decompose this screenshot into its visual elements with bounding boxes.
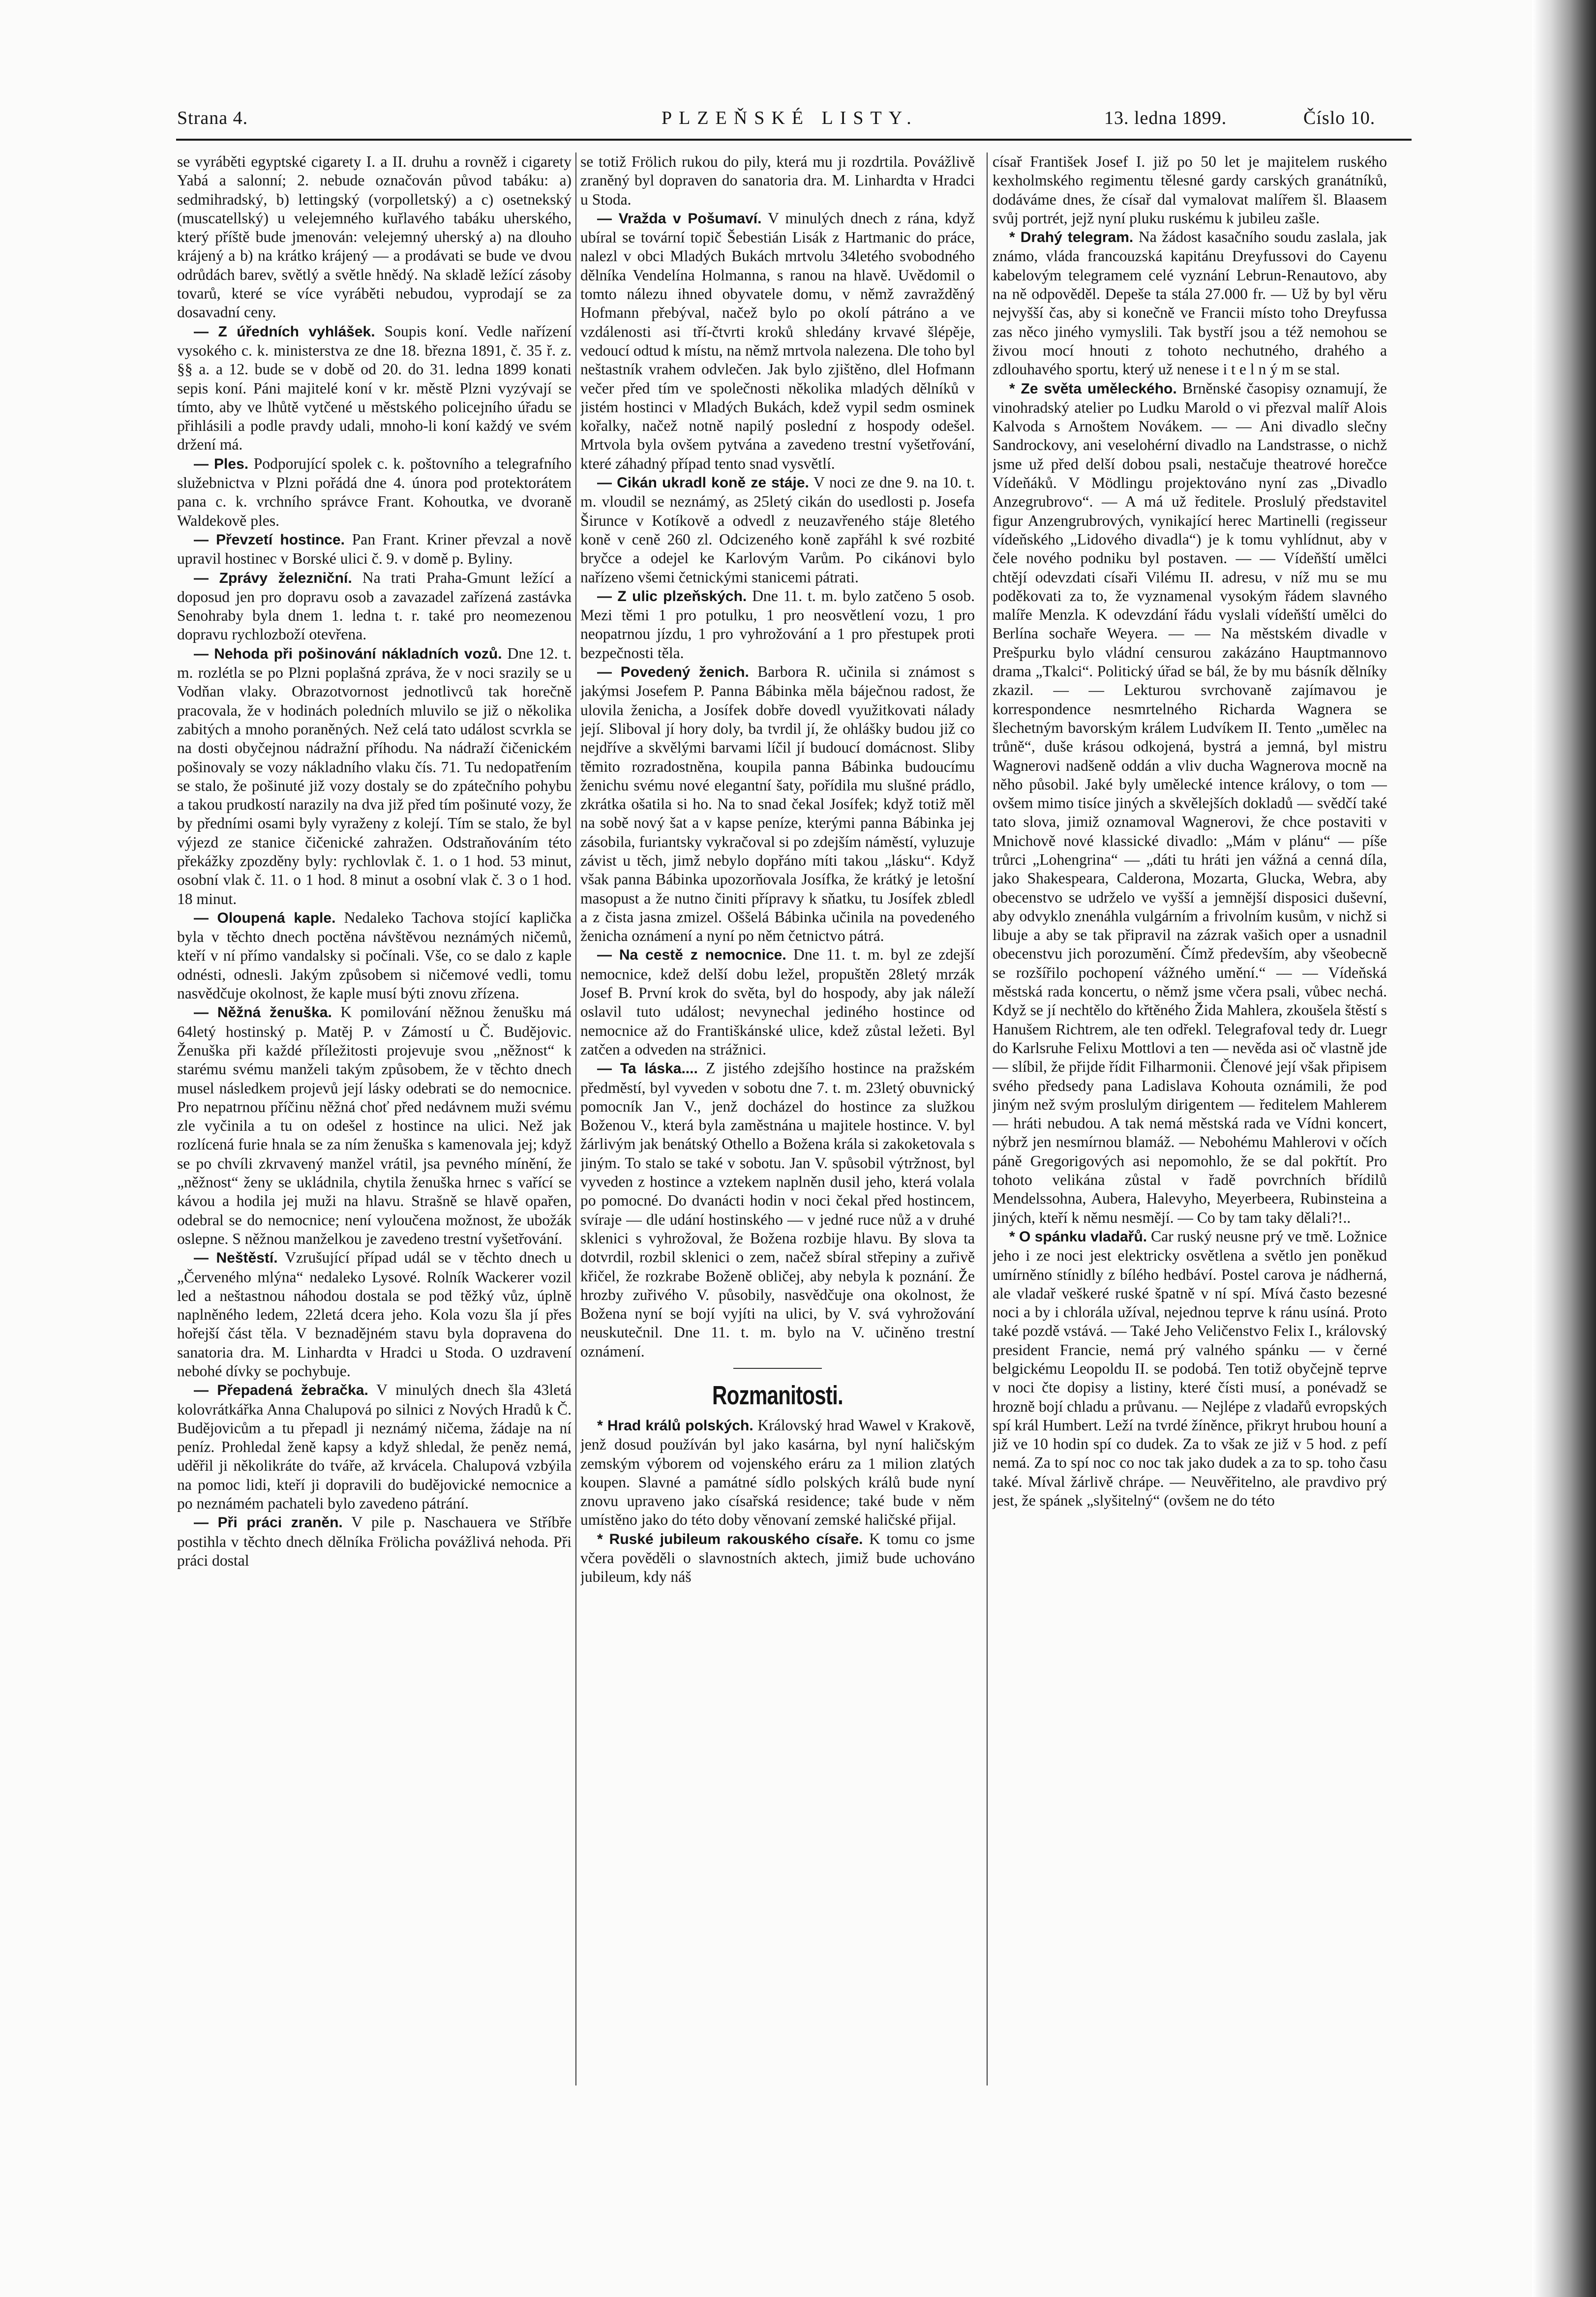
article-paragraph <box>580 1530 975 1587</box>
article-headline: — Něžná ženuška. <box>194 1004 332 1021</box>
article-paragraph <box>177 1003 572 1248</box>
article-headline: — Při práci zraněn. <box>194 1514 343 1531</box>
article-text: K pomilování něžnou ženušku má 64letý hostinský p. Matěj P. v Zámostí u Č. Budějovic. Ženuška při každé příležitosti projevuje svou „něžnost“ k starému svému manželi takým způsobem, že v těchto dnech musel následkem projevů její lásky odebrati se do nemocnice. Pro nepatrnou příčinu něžná choť před nedávnem muži svému zle vyčinila a tu on odešel z hostince na ulici. Než jak rozlícená furie hnala se za ním ženuška s kamenovala jej; když se po chvíli zkrvavený manžel vrátil, jsa pevného mínění, že „něžnost“ ženy se ukládnila, chytila ženuška hrnec s vařící se kávou a hodila jej muži na hlavu. Strašně se hlavě opařen, odebral se do nemocnice; není vyloučena možnost, že ubožák oslepne. S něžnou manželkou je zavedeno trestní vyšetřování. <box>177 1003 572 1247</box>
article-text: Podporující spolek c. k. poštovního a telegrafního služebnictva v Plzni pořádá dne 4. února pod protektorátem pana c. k. vrchního správce Frant. Kohoutka, ve dvoraně Waldekově ples. <box>177 454 572 529</box>
article-text: Na trati Praha-Gmunt ležící a doposud jen pro dopravu osob a zavazadel zařízená zastávka Senohraby byla dnem 1. ledna t. r. také pro neomezenou dopravu rychlozboží otevřena. <box>177 569 572 643</box>
article-text: V minulých dnech z rána, když ubíral se tovární topič Šebestián Lisák z Hartmanic do práce, nalezl v obci Mladých Bukách mrtvolu 34letého svobodného dělníka Vendelína Holmanna, s ranou na hlavě. Uvědomil o tomto nálezu ihned obyvatele domu, v němž zavražděný Hofmann přebýval, načež bylo po okolí pátráno a ve vzdálenosti asi tří-čtvrti kroků shledány krvavé šlépěje, vedoucí odtud k místu, na němž mrtvola nalezena. Dle toho byl neštastník vrahem odvlečen. Jak bylo zjištěno, dlel Hofmann večer před tím ve společnosti několika mladých dělníků v jistém hostinci v Mladých Bukách, kdež vypil sedm osminek kořalky, načež notně napilý poslední z hospody odešel. Mrtvola byla ovšem pytvána a zavedeno trestní vyšetřování, které záhadný případ tento snad vysvětlí. <box>580 209 975 472</box>
issue-number: Číslo 10. <box>1303 108 1376 128</box>
column-1 <box>177 152 572 2125</box>
article-paragraph <box>580 945 975 1059</box>
newspaper-title: PLZEŇSKÉ LISTY. <box>662 108 918 128</box>
scan-border <box>1532 0 1596 2297</box>
article-headline: * Ze světa uměleckého. <box>1009 380 1177 397</box>
article-headline: — Přepadená žebračka. <box>194 1382 368 1399</box>
article-paragraph <box>177 1513 572 1570</box>
article-headline: — Z úředních vyhlášek. <box>194 323 375 340</box>
article-paragraph <box>993 1227 1387 1510</box>
article-paragraph <box>993 228 1387 379</box>
article-headline: — Povedený ženich. <box>597 664 749 681</box>
page-number: Strana 4. <box>177 108 248 128</box>
article-headline: * Ruské jubileum rakouského císaře. <box>597 1531 863 1547</box>
column-divider <box>575 152 576 2085</box>
article-headline: — Ta láska.... <box>597 1060 698 1077</box>
article-paragraph <box>177 569 572 644</box>
article-headline: — Z ulic plzeňských. <box>597 588 747 604</box>
article-paragraph <box>177 1248 572 1381</box>
header-rule <box>176 139 1412 141</box>
article-text: se vyráběti egyptské cigarety I. a II. druhu a rovněž i cigarety Yabá a salonní; 2. nebude označován původ tabáku: a) sedmihradský, b) lettingský (vorpolletský) a c) osetnekský (muscatellský) u velejemného kuřlavého tabáku uherského, který příště bude jmenován: velejemný uherský a) na dlouho krájený a b) na krátko krájený — a prodávati se bude ve dvou odrůdách barev, světlý a světle hnědý. Na skladě ležící zásoby tovarů, které se více vyráběti nebudou, vyprodají se za dosavadní ceny. <box>177 153 572 321</box>
article-text: Královský hrad Wawel v Krakově, jenž dosud používán byl jako kasárna, byl nyní haličským zemským výborem od vojenského eráru za 1 milion zlatých koupen. Slavné a památné sídlo polských králů bude nyní znovu upraveno jako císařská residence; také bude v něm umístěno jako do této doby věnovaní zemské haličské přijal. <box>580 1417 975 1529</box>
column-2 <box>580 152 975 2125</box>
article-text: Na žádost kasačního soudu zaslala, jak známo, vláda francouzská kapitánu Dreyfussovi do Cayenu kabelovým telegramem celé vyznání Lebrun-Renautovo, aby na ně odpověděl. Depeše ta stála 27.000 fr. — Už by byl věru nejvyšší čas, aby si konečně ve Francii místo toho Dreyfussa zas něco jiného vymyslili. Tak bystří jsou a též nemohou se živou mocí hnouti z tohoto nechutného, drahého a zdlouhavého sportu, který už nenese i t e l n ý m se stal. <box>993 228 1387 378</box>
article-text: Nedaleko Tachova stojící kaplička byla v těchto dnech poctěna návštěvou neznámých ničemů, kteří v ní přímo vandalsky si počínali. Vše, co se dalo z kaple odnésti, odnesli. Jakým způsobem si ničemové vedli, tomu nasvědčuje okolnost, že kaple musí býti znovu zřízena. <box>177 908 572 1002</box>
article-headline: — Vražda v Pošumaví. <box>597 210 762 227</box>
article-headline: — Ples. <box>194 455 249 472</box>
article-headline: * Hrad králů polských. <box>597 1418 753 1434</box>
article-text: K tomu co jsme včera pověděli o slavnostních aktech, jimiž bude uchováno jubileum, kdy náš <box>580 1530 975 1586</box>
article-headline: — Převzetí hostince. <box>194 531 345 548</box>
article-text: V noci ze dne 9. na 10. t. m. vloudil se neznámý, as 25letý cikán do usedlosti p. Josefa Širuncе v Kotíkově a odvedl z neuzavřeného stáje 8letého koně v ceně 260 zl. Odcizeného koně zapřáhl k své rozbité bryčce a odejel ke Karlovým Varům. Po cikánovi bylo nařízeno všemi četnickými stanicemi pátrati. <box>580 474 975 586</box>
article-text: Barbora R. učinila si známost s jakýmsi Josefem P. Panna Bábinka měla báječnou radost, že ulovila ženicha, a Josífek dobře dovedl využitkovati nálady její. Sliboval jí hory doly, ba tvrdil jí, že ohlášky budou již co nejdříve a skvělými barvami líčil jí budoucí domácnost. Sliby těmito rozradostněna, koupila panna Bábinka budoucímu ženichu svému nové elegantní šaty, pořídila mu slušné prádlo, zkrátka ošatila si ho. Na to snad čekal Josífek; když totiž měl na sobě nový šat a v kapse peníze, kterými panna Bábinka jej zásobila, furiantsky vykračoval si po zdejším náměstí, vyluzuje závist u těch, jimž nebylo dopřáno míti takou „lásku“. Když však panna Bábinka upozorňovala Josífka, že krátký je letošní masopust a že nutno činiti přípravy k sňatku, tu Josífek zbledl a z čista jasna zmizel. Oššelá Bábinka učinila na povedeného ženicha oznámení a nyní po něm četnictvo pátrá. <box>580 663 975 945</box>
column-divider <box>987 152 988 2085</box>
article-headline: — Na cestě z nemocnice. <box>597 947 786 964</box>
article-text: Dne 11. t. m. byl ze zdejší nemocnice, kdež delší dobu ležel, propuštěn 28letý mrzák Josef B. První krok do světa, byl do hospody, aby jak náleží oslavil tuto událost; nevynechal jediného hostince od nemocnice až do Františkánské ulice, kdež zůstal ležeti. Byl zatčen a odveden na strážnici. <box>580 946 975 1058</box>
article-headline: — Neštěstí. <box>194 1250 278 1267</box>
article-paragraph <box>580 473 975 587</box>
article-paragraph <box>580 152 975 209</box>
article-text: Z jistého zdejšího hostince na pražském předměstí, byl vyveden v sobotu dne 7. t. m. 23letý obuvnický pomocník Jan V., jenž docházel do hostince za služkou Boženou V., která byla zaměstnána u majitele hostince. V. byl žárlivým jak benátský Othello a Božena krála si zakoketovala s jiným. To stalo se také v sobotu. Jan V. spůsobil výtržnost, byl vyveden z hostince a vztekem naplněn dusil jeho, která volala po pomocné. Do dvanácti hodin v noci čekal před hostincem, svíraje — dle udání hostinského — v jedné ruce nůž a v druhé sklenici s vyhrožoval, že Božena rozbije hlavu. By slova ta dotvrdil, rozbil sklenici o zem, načež sbíral střepiny a zuřivě křičel, že rozkrabe Boženě obličej, aby nebyla k poznání. Že hrozby zuřivého V. působily, nasvědčuje ona okolnost, že Božena nyní se bojí vyjíti na ulici, by V. svá vyhrožování neuskutečnil. Dne 11. t. m. bylo na V. učiněno trestní oznámení. <box>580 1059 975 1360</box>
article-text: Soupis koní. Vedle nařízení vysokého c. k. ministerstva ze dne 18. března 1891, č. 35 ř. z. §§ a. a 12. bude se v době od 20. do 31. ledna 1899 konati sepis koní. Páni majitelé koní v kr. městě Plzni vyzývají se tímto, aby ve lhůtě vytčené u městského policejního úřadu se přihlásili a podle pravdy udali, mnoho-li koní každý ve svém držení má. <box>177 322 572 453</box>
article-paragraph <box>177 530 572 569</box>
article-paragraph <box>580 663 975 945</box>
article-headline: * O spánku vladařů. <box>1009 1228 1147 1245</box>
article-paragraph <box>580 1059 975 1361</box>
article-headline: — Oloupená kaple. <box>194 909 336 926</box>
article-paragraph <box>177 152 572 322</box>
article-paragraph <box>580 1416 975 1530</box>
article-paragraph <box>177 908 572 1003</box>
article-headline: — Zprávy železniční. <box>194 570 352 586</box>
issue-date: 13. ledna 1899. <box>1104 108 1227 128</box>
article-paragraph <box>580 209 975 473</box>
article-text: Dne 11. t. m. bylo zatčeno 5 osob. Mezi těmi 1 pro potulku, 1 pro neosvětlení vozu, 1 pro neopatrnou jízdu, 1 pro vyhrožování a 1 pro přestupek proti bezpečnosti těla. <box>580 587 975 662</box>
article-text: Car ruský neusne prý ve tmě. Ložnice jeho i ze noci jest elektricky osvětlena a světlo jen poněkud umírněno stínidly z bílého hedbáví. Postel carova je nádherná, ale vladař veškeré ruské špatně v ní spí. Mívá často bezesné noci a by i chlorála užíval, nejednou teprve k ránu usíná. Proto také pozdě vstává. — Také Jeho Veličenstvo Felix I., královský president Francie, nemá prý valného spánku — v černé belgickému Leopoldu II. se podobá. Ten totiž obyčejně teprve v noci čte dopisy a listiny, které čísti musí, a ponévadž se hrozně bojí chladu a průvanu. — Nejlépe z vladařů evropských spí král Humbert. Leží na tvrdé žíněnce, přikryt hrubou houní a již ve 10 hodin spí co dudek. Za to však ze již v 5 hod. z pefí nemá. Za to spí noc co noc tak jako dudek a za to sp. toho času také. Míval žárlivě chrápe. — Neuvěřitelno, ale pravdivo prý jest, že spánek „slyšitelný“ (ovšem ne do této <box>993 1227 1387 1510</box>
article-text: Dne 12. t. m. rozlétla se po Plzni poplašná zpráva, že v noci srazily se u Vodňan vlaky. Obrazotvornost jednotlivců tak horečně pracovala, že v hodinách poledních mluvilo se již o několika zabitých a mnoho poraněných. Než celá tato událost scvrkla se na dosti obyčejnou nádražní příhodu. Na nádraží čičenickém pošinovaly se vozy nákladního vlaku čís. 71. Tu nedopatřením se stalo, že pošinuté již vozy dostaly se do zpátečního pohybu a takou prudkostí narazily na dva již před tím pošinuté vozy, že by předními osami byly vyraženy z kolejí. Tím se stalo, že byl výjezd ze stanice čičenické zahražen. Odstraňováním této překážky zpozděny byly: rychlovlak č. 1. o 1 hod. 53 minut, osobní vlak č. 11. o 1 hod. 8 minut a osobní vlak č. 3 o 1 hod. 18 minut. <box>177 644 572 907</box>
article-text: se totiž Frölich rukou do pily, která mu ji rozdrtila. Povážlivě zraněný byl dopraven do sanatoria dra. M. Linhardta v Hradci u Stoda. <box>580 153 975 208</box>
article-paragraph <box>177 1381 572 1513</box>
article-headline: — Nehoda při pošinování nákladních vozů. <box>194 645 502 662</box>
page-header <box>177 107 1412 134</box>
article-headline: — Cikán ukradl koně ze stáje. <box>597 475 809 491</box>
article-paragraph <box>177 322 572 454</box>
article-text: Pan Frant. Kriner převzal a nově upravil hostinec v Borské ulici č. 9. v domě p. Byliny. <box>177 530 572 568</box>
article-headline: * Drahý telegram. <box>1009 229 1134 246</box>
article-text: císař František Josef I. již po 50 let je majitelem ruského kexholmského regimentu tělesné gardy carských granátníků, dodáváme dnes, že císař dal vymalovat malířem šl. Blaasem svůj portrét, jejž nyní pluku ruskému k jubileu zašle. <box>993 153 1387 227</box>
section-rule <box>733 1368 822 1369</box>
article-paragraph <box>993 379 1387 1227</box>
article-paragraph <box>993 152 1387 228</box>
article-paragraph <box>580 587 975 663</box>
article-text: V pile p. Naschauera ve Stříbře postihla v těchto dnech dělníka Frölicha povážlivá nehoda. Při práci dostal <box>177 1513 572 1569</box>
article-paragraph <box>177 454 572 530</box>
article-text: Brněnské časopisy oznamují, že vinohradský atelier po Ludku Marold o vi přezval malíř Alois Kalvoda s Arnoštem Novákem. — — Ani divadlo slečny Sandrockovy, ani veselohérní divadlo na Landstrasse, o nichž jsme už před delší dobou psali, nestačuje theatrové horečce Vídeňáků. V Mödlingu projektováno nyní zas „Divadlo Anzegrubrovo“. — A má už ředitele. Proslulý představitel figur Anzengrubrových, vynikající herec Martinelli (regisseur vídeňského „Lidového divadla“) je k tomu vyhlídnut, aby v čele nového podniku byl postaven. — — Vídeňští umělci chtějí odevzdati císaři Vilému II. adresu, v níž mu se mu poděkovati za to, že vyznamenal vysokým řádem slavného malíře Menzla. K odevzdání řádu vyslali vídeňští umělci do Berlína sochaře Weyera. — — Na městském divadle v Prešpurku bylo vládní censurou zakázáno Hauptmannovo drama „Tkalci“. Politický úřad se bál, že by mu básník dělníky zkazil. — — Lekturou svrchovaně zajímavou je korrespondence nesmrtelného Richarda Wagnera se šlechetným bavorským králem Ludvíkem II. Tento „umělec na trůně“, duše krásou odkojená, bystrá a jemná, byl mistru Wagnerovi nadšeně oddán a vliv ducha Wagnerova mocně na něho působil. Jaké byly umělecké intence královy, o tom — ovšem mimo tisíce jiných a skvělejších dokladů — svědčí také tato slova, jimiž oznamoval Wagnerovi, že chce postaviti v Mnichově nové klassické divadlo: „Mám v plánu“ — píše trůrci „Lohengrina“ — „dáti tu hráti jen vážná a cenná díla, jako Shakespeara, Calderona, Mozarta, Glucka, Webra, aby obecenstvo se udrželo ve vyšší a jemnější disposici duševní, aby odvyklo znenáhla vulgárním a frivolním kusům, v nichž si libuje a aby se tak připravil na zázrak vašich oper a usnadnil obecenstvu jich porozumění. Čímž především, aby všeobecně se rozšířilo pochopení vážného umění.“ — — Vídeňská městská rada koncertu, o němž jsme včera psali, vůbec nechá. Když se jí nechtělo do křtěného Žida Mahlera, zkoušela štěstí s Hanušem Richtrem, ale ten odřekl. Telegrafoval tedy dr. Luegr do Karlsruhe Felixu Mottlovi a ten — nevěda asi oč vlastně jde — slíbil, že přijde řídit Filharmonii. Členové její však připisem svého předsedy pana Ladislava Kohouta oznámili, že pod jiným než svým proslulým dirigentem — ředitelem Mahlerem — hráti nebudou. A tak nemá městská rada ve Vídni koncert, nýbrž jen nesmírnou blamáž. — Nebohému Mahlerovi v očích páně Gregorigových asi nepomohlo, že se dal pokřtít. Pro tohoto velikána zůstal v řadě povrchních břídilů Mendelssohna, Aubera, Halevyho, Meyerbeera, Rubinsteina a jiných, kteří k němu nesmějí. — Co by tam taky dělali?!.. <box>993 379 1387 1226</box>
article-paragraph <box>177 644 572 908</box>
section-heading: Rozmanitosti. <box>712 1381 843 1410</box>
article-text: Vzrušující případ udál se v těchto dnech u „Červeného mlýna“ nedaleko Lysové. Rolník Wackerer vozil led a neštastnou náhodou dostala se pod těžký vůz, úplně naplněného ledem, 22letá dcera jeho. Kola vozu šla jí přes hořejší část těla. V beznadějném stavu byla dopravena do sanatoria dra. M. Linhardta v Hradci u Stoda. O uzdravení nebohé dívky se pochybuje. <box>177 1249 572 1380</box>
article-text: V minulých dnech šla 43letá kolovrátkářka Anna Chalupová po silnici z Nových Hradů k Č. Budějovicům a tu přepadl ji neznámý ničema, žádaje na ní peníz. Prohledal ženě kapsy a když shledal, že peněz nemá, uděřil ji několikráte do tváře, až krvácela. Chalupová vzbýila na pomoc lidi, kteří ji dopravili do budějovické nemocnice a po neznámém pachateli bylo zavedeno pátrání. <box>177 1381 572 1512</box>
column-3 <box>993 152 1387 2125</box>
